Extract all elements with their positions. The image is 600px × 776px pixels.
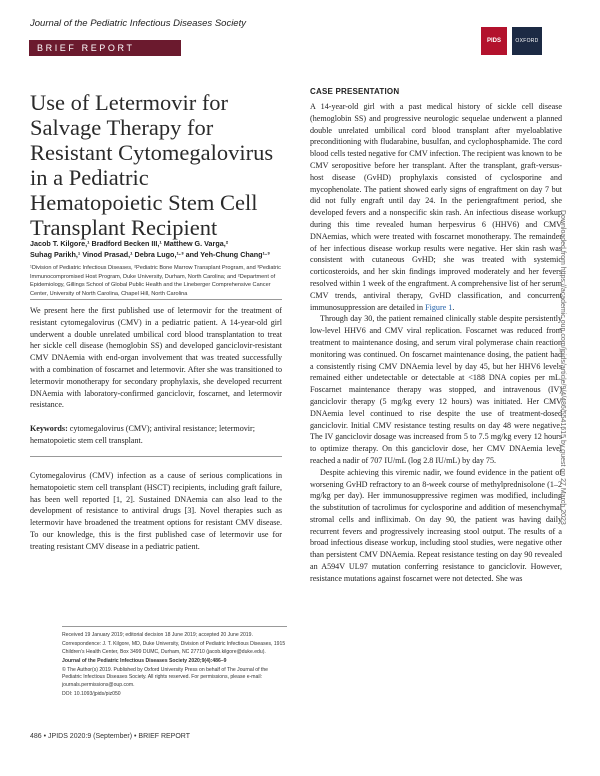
paragraph: Despite achieving this viremic nadir, we found evidence in the patient of worsening GvHD refractory to an 8-week course of methylprednisolone (1–2 mg/kg per day). Her immunosuppressive regimen was modified, including the substitution of tacrolimus for cyclosporine and addition of mesenchymal stromal cells and infliximab. On day 90, the patient was having daily recurrent fevers and progressively increasing stool output. The results of a broad infectious disease workup, including stool studies, were negative other than persistent CMV DNAemia. Repeat resistance testing on day 90 revealed an A594V UL97 mutation conferring resistance to ganciclovir. However, resistance mutations against foscarnet were not detected. She was: [310, 467, 562, 583]
paragraph-text: A 14-year-old girl with a past medical history of sickle cell disease (hemoglobin SS) and progressive neurologic sequelae underwent a planned double unrelated umbilical cord blood transplant after myeloablative preconditioning with fludarabine, busulfan, and cyclophosphamide. The cord blood cells tested negative for CMV infection. The recipient was known to be CMV seropositive before her transplant. After the transplant, graft-versus-host disease (GvHD) prophylaxis consisted of cyclosporine and mycophenolate. The patient showed early signs of engraftment on day 7 but did not fully engraft until day 24. In the periengraftment period, she developed fevers and a nonspecific skin rash. An infectious disease workup during this time revealed human herpesvirus 6 (HHV6) and CMV DNAemias, which were treated with foscarnet monotherapy. The remainder of her infectious disease workup results were negative. Her skin rash was consistent with cutaneous GvHD; she was treated with systemic corticosteroids, and her skin findings improved moderately and her fevers resolved within 1 week of the engraftment. A comprehensive list of her serum CMV trends, antiviral therapy, GvHD classification, and concurrent immunosuppression are detailed in: [310, 102, 562, 312]
article-title: Use of Letermovir for Salvage Therapy for Resistant Cytomegalovirus in a Pediatric Hematopoietic Stem Cell Transplant Recipient: [30, 90, 274, 240]
keywords: [30, 423, 282, 447]
journal-header: Journal of the Pediatric Infectious Diseases Society: [30, 18, 246, 29]
doi[interactable]: DOI: 10.1093/jpids/piz050: [62, 691, 121, 698]
abstract: We present here the first published use of letermovir for the treatment of resistant cytomegalovirus (CMV) in a pediatric patient. A 14-year-old girl underwent a double unrelated umbilical cord blood transplantation to treat her sickle cell disease (hemoglobin SS) and developed ganciclovir-resistant CMV DNAemia with end-organ involvement that was treated successfully with a combination of foscarnet and letermovir. After she was transitioned to letermovir monotherapy for secondary prophylaxis, she developed recurrent DNAemia with laboratory-confirmed ganciclovir, foscarnet, and letermovir resistance.: [30, 306, 282, 410]
copyright: © The Author(s) 2019. Published by Oxford University Press on behalf of The Journal of the Pediatric Infectious Diseases Society. All rights reserved. For permissions, please e-mail: journals.permissions@oup.com.: [62, 667, 269, 688]
author-list: [30, 238, 285, 260]
pids-logo: PIDS: [481, 27, 507, 55]
received-dates: Received 19 January 2019; editorial decision 18 June 2019; accepted 20 June 2019.: [62, 632, 253, 638]
figure-link[interactable]: Figure 1: [425, 302, 453, 312]
article-footnotes: [62, 632, 287, 700]
keywords-text: cytomegalovirus (CMV); antiviral resistance; letermovir; hematopoietic stem cell transplant.: [30, 424, 256, 445]
correspondence[interactable]: Correspondence: J. T. Kilgore, MD, Duke University, Division of Pediatric Infectious Diseases, 1915 Children’s Health Center, Box 3499 DUMC, Durham, NC 27710 (jacob.kilgore@duke.edu).: [62, 641, 286, 655]
keywords-label: Keywords:: [30, 424, 68, 433]
paragraph: A 14-year-old girl with a past medical history of sickle cell disease (hemoglobin SS) and progressive neurologic sequelae underwent a planned double unrelated umbilical cord blood transplant after myeloablative preconditioning with fludarabine, busulfan, and cyclophosphamide. The cord blood cells tested negative for CMV infection. The recipient was known to be CMV seropositive before her transplant. After the transplant, graft-versus-host disease (GvHD) prophylaxis consisted of cyclosporine and mycophenolate. The patient showed early signs of engraftment on day 7 but did not fully engraft until day 24. In the periengraftment period, she developed fevers and a nonspecific skin rash. An infectious disease workup during this time revealed human herpesvirus 6 (HHV6) and CMV DNAemias, which were treated with foscarnet monotherapy. The remainder of her infectious disease workup results were negative. Her skin rash was consistent with cutaneous GvHD; she was treated with systemic corticosteroids, and her skin findings improved moderately and her fevers resolved within 1 week of the engraftment. A comprehensive list of her serum CMV trends, antiviral therapy, GvHD classification, and concurrent immunosuppression are detailed in Figure 1.: [310, 102, 562, 312]
divider: [30, 456, 282, 457]
paragraph: Through day 30, the patient remained clinically stable despite persistently low-level HHV6 and CMV viral replication. Foscarnet was reduced from treatment to maintenance dosing, and serum viral polymerase chain reaction monitoring was continued. On foscarnet maintenance dosing, the patient had a consistently rising CMV DNAemia level by day 45, but her HHV6 levels remained either undetectable or detectable at <188 DNA copies per mL. Foscarnet maintenance therapy was stopped, and intravenous (IV) ganciclovir therapy (5 mg/kg every 12 hours) was initiated. Her CMV DNAemia level continued to rise despite the use of treatment-dosed ganciclovir. Initial CMV resistance testing results on day 48 were negative. The IV ganciclovir dosage was increased from 5 to 7.5 mg/kg every 12 hours to optimize therapy. On this ganciclovir dose, her CMV DNAemia level reached a nadir of 707 IU/mL (log 2.8 IU/mL) by day 75.: [310, 314, 562, 465]
affiliations: ¹Division of Pediatric Infectious Diseases, ²Pediatric Bone Marrow Transplant Program, and ³Pediatric Immunocompromised Host Program, Duke University, Durham, North Carolina; and ²Department of Epidemiology, Gillings School of Global Public Health and the Lineberger Comprehensive Cancer Center, University of North Carolina, Chapel Hill, North Carolina: [30, 265, 281, 298]
author-line: Suhag Parikh,¹ Vinod Prasad,¹ Debra Lugo,¹·³ and Yeh-Chung Chang¹·³: [30, 250, 270, 259]
divider: [30, 299, 282, 300]
case-presentation: [310, 101, 562, 585]
author-line: Jacob T. Kilgore,¹ Bradford Becken III,¹ Matthew G. Varga,²: [30, 239, 229, 248]
download-sidebar[interactable]: Downloaded from https://academic.oup.com/jpids/article/9/4/486/5541615 by guest on 27 March 2023: [559, 210, 566, 525]
page-footer: 486 • JPIDS 2020:9 (September) • BRIEF REPORT: [30, 733, 191, 740]
oxford-logo: OXFORD: [512, 27, 542, 55]
article-type-banner: BRIEF REPORT: [29, 40, 181, 56]
divider: [62, 626, 287, 627]
journal-citation: Journal of the Pediatric Infectious Diseases Society 2020;9(4):486–9: [62, 657, 227, 664]
section-heading: CASE PRESENTATION: [310, 87, 400, 96]
introduction: Cytomegalovirus (CMV) infection as a cause of serious complications in hematopoietic stem cell transplant (HSCT) recipients, including graft failure, has been well reported [1, 2]. Sustained DNAemia can also lead to the development of resistance to antiviral drugs [3]. Novel therapies such as letermovir have broadened the treatment options for resistant CMV disease. To our knowledge, this is the first published case of letermovir use for treating resistant CMV disease in a pediatric patient.: [30, 471, 282, 551]
